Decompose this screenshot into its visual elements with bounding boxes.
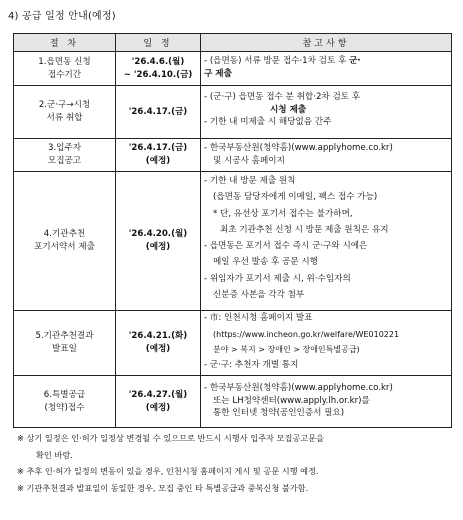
date-cell	[116, 376, 201, 428]
note-line: - 市: 인천시청 홈페이지 발표	[204, 313, 313, 323]
date-line: '26.4.17.(금)	[128, 106, 188, 117]
note-line: 또는 LH청약센터(www.apply.lh.or.kr)를	[213, 395, 370, 406]
note-line: 신분증 사본을 각각 첨부	[213, 290, 305, 301]
step-cell	[14, 86, 116, 139]
note-line: (https://www.incheon.go.kr/welfare/WE010221	[213, 329, 400, 339]
date-cell	[116, 86, 201, 139]
step-line: 접수기간	[47, 69, 82, 80]
note-line: - (군·구) 읍면동 접수 분 취합·2차 검토 후	[204, 92, 361, 102]
note-line: - 기한 내 미제출 시 해당없음 간주	[204, 117, 332, 128]
section-heading: 4) 공급 일정 안내(예정)	[8, 11, 116, 22]
date-line: (예정)	[145, 402, 171, 413]
step-line: 3.입주자	[47, 143, 82, 153]
note-line: 메일 우선 발송 후 공문 시행	[213, 257, 318, 268]
notes-cell	[201, 139, 452, 172]
footnote: ※ 상기 일정은 인·허가 일정상 변경될 수 있으므로 반드시 시행사 입주자 모집공고문을	[17, 433, 325, 443]
header-notes: 참고사항	[201, 34, 452, 52]
note-line: 시청 제출	[270, 104, 307, 115]
note-line: 통한 인터넷 청약(공인인증서 필요)	[213, 408, 345, 419]
header-date: 일 정	[116, 34, 201, 52]
date-cell	[116, 311, 201, 376]
step-cell	[14, 139, 116, 172]
date-line: '26.4.6.(월)	[131, 56, 185, 67]
step-line: 모집공고	[47, 156, 82, 166]
footnotes	[17, 430, 447, 496]
step-cell	[14, 311, 116, 376]
date-line: '26.4.27.(월)	[128, 389, 188, 400]
notes-cell	[201, 52, 452, 86]
note-line: 분야 > 복지 > 장애인 > 장애인특별공급)	[213, 345, 360, 354]
step-line: 1.읍면동 신청	[38, 56, 91, 67]
footnote: ※ 추후 인·허가 일정의 변동이 있을 경우, 인천시청 홈페이지 게시 및 공문 시행 예정.	[17, 466, 319, 476]
note-line: 및 시공사 홈페이지	[213, 155, 285, 166]
step-line: 서류 취합	[46, 113, 83, 123]
footnote: ※ 기관추천결과 발표일이 동일한 경우, 모집 중인 타 특별공급과 중복신청 불가함.	[17, 482, 309, 493]
schedule-table	[13, 33, 452, 428]
step-cell	[14, 52, 116, 86]
note-line: - 읍면동은 포기서 접수 즉시 군·구와 시에은	[204, 241, 368, 252]
date-line: '26.4.17.(금)	[128, 143, 188, 153]
step-line: (청약)접수	[44, 402, 85, 413]
date-cell	[116, 139, 201, 172]
table-row	[14, 172, 452, 311]
date-cell	[116, 52, 201, 86]
note-line: * 단, 유선상 포기서 접수는 불가하며,	[213, 208, 353, 219]
step-line: 2.군·구→시청	[38, 100, 91, 110]
notes-cell	[201, 86, 452, 139]
note-line: (읍면동 담당자에게 이메일, 팩스 접수 가능)	[213, 192, 378, 203]
note-line: 구 제출	[204, 68, 232, 79]
step-line: 6.특별공급	[43, 389, 86, 400]
date-cell	[116, 172, 201, 311]
table-row	[14, 376, 452, 428]
note-line: - 군·구: 추천자 개별 통지	[204, 359, 299, 370]
note-line: - 한국부동산원(청약홈)(www.applyhome.co.kr)	[204, 383, 393, 393]
date-line: '26.4.20.(월)	[128, 229, 188, 239]
note-line: - 위임자가 포기서 제출 시, 위·수임자의	[204, 273, 351, 284]
step-line: 발표일	[52, 344, 77, 354]
table-row	[14, 52, 452, 86]
step-cell	[14, 376, 116, 428]
date-line: (예정)	[145, 242, 171, 252]
table-row	[14, 311, 452, 376]
header-step: 절 차	[14, 34, 116, 52]
step-line: 5.기관추천결과	[35, 331, 94, 341]
notes-cell	[201, 172, 452, 311]
step-line: 4.기관추천	[43, 229, 86, 239]
date-line: (예정)	[145, 156, 171, 166]
notes-cell	[201, 311, 452, 376]
note-line: - 한국부동산원(청약홈)(www.applyhome.co.kr)	[204, 143, 393, 153]
date-line: ~ '26.4.10.(금)	[123, 69, 193, 80]
footnote-continuation: 확인 바람.	[36, 449, 73, 460]
step-line: 포기서약서 제출	[34, 242, 95, 252]
table-row	[14, 139, 452, 172]
notes-cell	[201, 376, 452, 428]
date-line: '26.4.21.(화)	[128, 331, 188, 341]
note-line: - (읍면동) 서류 방문 접수·1차 검토 후 군·	[204, 56, 361, 66]
note-line: 최초 기관추천 신청 시 방문 제출 원칙은 유지	[220, 224, 389, 235]
step-cell	[14, 172, 116, 311]
date-line: (예정)	[145, 344, 171, 354]
table-header-row	[14, 34, 452, 52]
note-line: - 기한 내 방문 제출 원칙	[204, 176, 296, 186]
table-row	[14, 86, 452, 139]
